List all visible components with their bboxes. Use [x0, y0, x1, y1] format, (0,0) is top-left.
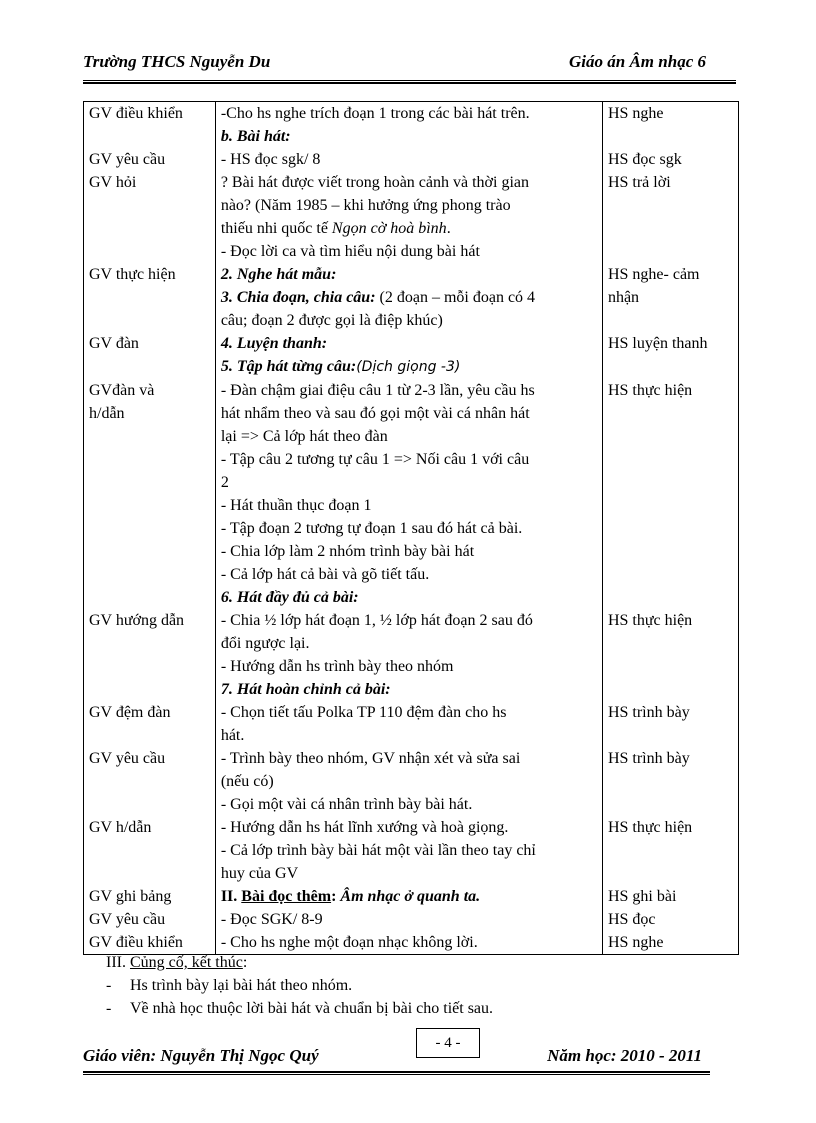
- content-text: - Chia lớp làm 2 nhóm trình bày bài hát: [220, 543, 475, 560]
- student-activity-cell: [602, 125, 738, 148]
- content-text: - Cả lớp trình bày bài hát một vài lần theo tay chỉ: [220, 842, 536, 859]
- teacher-activity: GV yêu cầu: [89, 750, 166, 767]
- content-line: [221, 448, 597, 471]
- school-name: Trường THCS Nguyễn Du: [83, 52, 271, 71]
- teacher-name: Giáo viên: Nguyễn Thị Ngọc Quý: [83, 1046, 319, 1065]
- key-shift-note: (Dịch giọng -3): [356, 359, 461, 375]
- content-text: hát nhẩm theo và sau đó gọi một vài cá nhân hát: [220, 405, 530, 422]
- consolidation-item-text: Về nhà học thuộc lời bài hát và chuẩn bị bài cho tiết sau.: [130, 1000, 494, 1017]
- teacher-activity-cell: [84, 586, 216, 609]
- content-cell: [215, 171, 602, 263]
- content-line: [221, 494, 597, 517]
- student-activity: HS luyện thanh: [607, 335, 708, 352]
- table-row: [84, 102, 739, 126]
- content-cell: [215, 263, 602, 332]
- table-row: [84, 701, 739, 747]
- teacher-activity-cell: [84, 701, 216, 747]
- content-text: (nếu có): [220, 773, 274, 790]
- content-line: [221, 540, 597, 563]
- consolidation-heading: [106, 951, 493, 974]
- content-text: - Đọc SGK/ 8-9: [220, 911, 323, 928]
- content-text: 4. Luyện thanh:: [220, 335, 328, 352]
- content-cell: [215, 332, 602, 355]
- section-heading: [221, 263, 597, 286]
- content-line: [221, 701, 597, 724]
- content-line: [221, 217, 597, 240]
- table-row: [84, 609, 739, 678]
- teacher-activity-cell: [84, 355, 216, 379]
- table-row: [84, 747, 739, 816]
- content-text: 2. Nghe hát mẫu:: [220, 266, 337, 283]
- teacher-activity: GV ghi bảng: [89, 888, 172, 905]
- content-text: - Gọi một vài cá nhân trình bày bài hát.: [220, 796, 473, 813]
- table-row: [84, 678, 739, 701]
- content-line: [221, 102, 597, 125]
- table-row: [84, 332, 739, 355]
- content-line: [221, 148, 597, 171]
- student-activity: HS đọc: [607, 911, 656, 928]
- content-text: 2: [220, 474, 229, 491]
- underlined-heading: Bài đọc thêm: [241, 888, 332, 905]
- teacher-activity: GV yêu cầu: [89, 911, 166, 928]
- content-cell: [215, 609, 602, 678]
- content-line: [221, 839, 597, 862]
- student-activity: HS trình bày: [607, 704, 690, 721]
- teacher-activity-cell: [84, 125, 216, 148]
- consolidation-colon: :: [242, 954, 248, 971]
- content-text: - Đàn chậm giai điệu câu 1 từ 2-3 lần, yêu cầu hs: [220, 382, 535, 399]
- school-year: Năm học: 2010 - 2011: [547, 1046, 702, 1065]
- content-text: 5. Tập hát từng câu:: [220, 358, 357, 375]
- teacher-activity-cell: [84, 747, 216, 816]
- page-footer: [83, 1046, 710, 1072]
- content-text: - Cho hs nghe một đoạn nhạc không lời.: [220, 934, 478, 951]
- teacher-activity: GV đệm đàn: [89, 704, 171, 721]
- consolidation-section: [106, 951, 493, 1020]
- content-text: - Tập câu 2 tương tự câu 1 => Nối câu 1 với câu: [220, 451, 530, 468]
- student-activity-cell: [602, 747, 738, 816]
- teacher-activity-cell: [84, 102, 216, 126]
- teacher-activity: GV yêu cầu: [89, 151, 166, 168]
- student-activity: HS ghi bài: [607, 888, 677, 905]
- heading-colon: :: [331, 888, 341, 905]
- content-cell: [215, 678, 602, 701]
- student-activity-cell: [602, 908, 738, 931]
- teacher-activity-cell: [84, 609, 216, 678]
- footer-rule: [83, 1071, 710, 1075]
- table-row: [84, 148, 739, 171]
- section-heading: [221, 286, 597, 309]
- teacher-activity-cell: [84, 332, 216, 355]
- content-cell: [215, 816, 602, 885]
- content-line: [221, 885, 597, 908]
- content-line: [221, 862, 597, 885]
- table-row: [84, 908, 739, 931]
- lesson-table-body: [84, 102, 739, 955]
- content-cell: [215, 355, 602, 379]
- student-activity: nhận: [607, 289, 640, 306]
- content-text: - HS đọc sgk/ 8: [220, 151, 321, 168]
- content-rest: (2 đoạn – mỗi đoạn có 4: [375, 289, 536, 306]
- student-activity-cell: [602, 586, 738, 609]
- teacher-activity: GV đàn: [89, 335, 139, 352]
- content-text: - Hướng dẫn hs hát lĩnh xướng và hoà giọng.: [220, 819, 509, 836]
- content-text: huy của GV: [220, 865, 299, 882]
- student-activity-cell: [602, 609, 738, 678]
- teacher-activity-cell: [84, 678, 216, 701]
- content-text: lại => Cả lớp hát theo đàn: [220, 428, 388, 445]
- content-text: -Cho hs nghe trích đoạn 1 trong các bài hát trên.: [220, 105, 530, 122]
- section-heading: [221, 678, 597, 701]
- student-activity-cell: [602, 355, 738, 379]
- student-activity: HS đọc sgk: [607, 151, 682, 168]
- teacher-activity: GV điều khiển: [89, 105, 183, 122]
- content-cell: [215, 885, 602, 908]
- teacher-activity-cell: [84, 885, 216, 908]
- content-line: [221, 908, 597, 931]
- italic-title: Ngọn cờ hoà bình: [331, 220, 447, 237]
- table-row: [84, 125, 739, 148]
- content-text: - Trình bày theo nhóm, GV nhận xét và sửa sai: [220, 750, 521, 767]
- content-cell: [215, 125, 602, 148]
- content-cell: [215, 379, 602, 586]
- content-line: [221, 770, 597, 793]
- content-line: [221, 171, 597, 194]
- content-line: [221, 309, 597, 332]
- content-text: b. Bài hát:: [220, 128, 291, 145]
- student-activity-cell: [602, 263, 738, 332]
- teacher-activity: GV hỏi: [89, 174, 137, 191]
- teacher-activity: GV h/dẫn: [89, 819, 152, 836]
- student-activity-cell: [602, 678, 738, 701]
- content-cell: [215, 747, 602, 816]
- consolidation-item: [106, 997, 493, 1020]
- teacher-activity-cell: [84, 379, 216, 586]
- italic-title: Âm nhạc ở quanh ta.: [340, 888, 481, 905]
- teacher-activity-cell: [84, 263, 216, 332]
- content-text: thiếu nhi quốc tế: [220, 220, 332, 237]
- table-row: [84, 263, 739, 332]
- content-cell: [215, 701, 602, 747]
- content-line: [221, 517, 597, 540]
- student-activity-cell: [602, 931, 738, 955]
- content-cell: [215, 586, 602, 609]
- student-activity-cell: [602, 816, 738, 885]
- consolidation-item-text: Hs trình bày lại bài hát theo nhóm.: [130, 977, 353, 994]
- content-text: - Đọc lời ca và tìm hiểu nội dung bài hát: [220, 243, 480, 260]
- section-heading: [221, 125, 597, 148]
- content-text: 3. Chia đoạn, chia câu:: [220, 289, 376, 306]
- table-row: [84, 379, 739, 586]
- teacher-activity: GV thực hiện: [89, 266, 176, 283]
- content-text: - Hướng dẫn hs trình bày theo nhóm: [220, 658, 454, 675]
- student-activity: HS thực hiện: [607, 382, 693, 399]
- teacher-activity: GV điều khiển: [89, 934, 183, 951]
- content-text: II.: [220, 888, 242, 905]
- student-activity: HS trả lời: [607, 174, 671, 191]
- teacher-activity: GV hướng dẫn: [89, 612, 185, 629]
- student-activity-cell: [602, 171, 738, 263]
- content-line: [221, 747, 597, 770]
- student-activity: HS trình bày: [607, 750, 690, 767]
- consolidation-roman: III.: [106, 954, 130, 971]
- bullet-dash: -: [106, 977, 112, 994]
- content-line: [221, 609, 597, 632]
- content-text: đổi ngược lại.: [220, 635, 310, 652]
- table-row: [84, 171, 739, 263]
- section-heading: [221, 332, 597, 355]
- teacher-activity-cell: [84, 908, 216, 931]
- content-line: [221, 471, 597, 494]
- teacher-activity-cell: [84, 816, 216, 885]
- content-line: [221, 194, 597, 217]
- student-activity-cell: [602, 885, 738, 908]
- student-activity-cell: [602, 701, 738, 747]
- teacher-activity: GVđàn và: [89, 382, 155, 399]
- content-line: [221, 816, 597, 839]
- teacher-activity-cell: [84, 171, 216, 263]
- content-text: 7. Hát hoàn chỉnh cả bài:: [220, 681, 391, 698]
- header-rule: [83, 80, 736, 84]
- student-activity-cell: [602, 379, 738, 586]
- student-activity-cell: [602, 332, 738, 355]
- content-line: [221, 425, 597, 448]
- content-text: - Chọn tiết tấu Polka TP 110 đệm đàn cho hs: [220, 704, 507, 721]
- content-line: [221, 240, 597, 263]
- section-heading: [221, 586, 597, 609]
- section-heading: [221, 355, 597, 379]
- subject-title: Giáo án Âm nhạc 6: [569, 52, 706, 71]
- table-row: [84, 816, 739, 885]
- content-cell: [215, 102, 602, 126]
- student-activity: HS thực hiện: [607, 819, 693, 836]
- content-text: - Hát thuần thục đoạn 1: [220, 497, 372, 514]
- content-text: hát.: [220, 727, 245, 744]
- table-row: [84, 355, 739, 379]
- table-row: [84, 885, 739, 908]
- student-activity: HS nghe: [607, 934, 664, 951]
- teacher-activity-cell: [84, 148, 216, 171]
- content-cell: [215, 908, 602, 931]
- content-line: [221, 402, 597, 425]
- content-line: [221, 632, 597, 655]
- consolidation-title: Củng cố, kết thúc: [129, 954, 243, 971]
- content-text: - Cả lớp hát cả bài và gõ tiết tấu.: [220, 566, 430, 583]
- content-line: [221, 793, 597, 816]
- content-end: .: [446, 220, 451, 237]
- content-text: nào? (Năm 1985 – khi hưởng ứng phong trào: [220, 197, 511, 214]
- teacher-activity: h/dẫn: [89, 405, 125, 422]
- content-text: - Tập đoạn 2 tương tự đoạn 1 sau đó hát cả bài.: [220, 520, 523, 537]
- content-text: ? Bài hát được viết trong hoàn cảnh và thời gian: [220, 174, 529, 191]
- content-text: câu; đoạn 2 được gọi là điệp khúc): [220, 312, 443, 329]
- student-activity-cell: [602, 102, 738, 126]
- table-row: [84, 586, 739, 609]
- page-number: - 4 -: [416, 1028, 480, 1058]
- content-line: [221, 379, 597, 402]
- content-line: [221, 563, 597, 586]
- student-activity-cell: [602, 148, 738, 171]
- page-header: [83, 52, 736, 80]
- content-line: [221, 724, 597, 747]
- content-cell: [215, 148, 602, 171]
- student-activity: HS thực hiện: [607, 612, 693, 629]
- lesson-table: [83, 101, 739, 955]
- content-text: - Chia ½ lớp hát đoạn 1, ½ lớp hát đoạn 2 sau đó: [220, 612, 533, 629]
- content-line: [221, 655, 597, 678]
- bullet-dash: -: [106, 1000, 112, 1017]
- student-activity: HS nghe- cảm: [607, 266, 700, 283]
- content-text: 6. Hát đầy đủ cả bài:: [220, 589, 359, 606]
- student-activity: HS nghe: [607, 105, 664, 122]
- consolidation-item: [106, 974, 493, 997]
